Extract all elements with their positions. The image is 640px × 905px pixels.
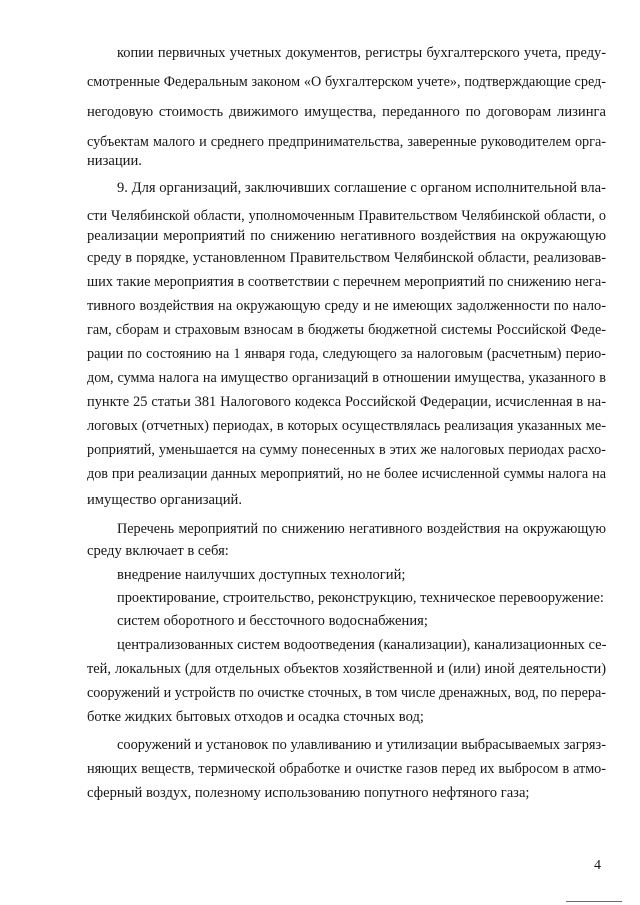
text-line: реализации мероприятий по снижению негативного воздействия на окружающую xyxy=(87,228,606,244)
text-line: пункте 25 статьи 381 Налогового кодекса Российской Федерации, исчисленная в на- xyxy=(87,394,606,410)
page-number: 4 xyxy=(594,858,601,873)
text-line: дов при реализации данных мероприятий, но не более исчисленной суммы налога на xyxy=(87,466,606,482)
text-line: низации. xyxy=(87,153,142,169)
text-line: внедрение наилучших доступных технологий; xyxy=(117,567,406,583)
text-line: среду включает в себя: xyxy=(87,543,229,559)
text-line: ботке жидких бытовых отходов и осадка сточных вод; xyxy=(87,709,424,725)
text-line: систем оборотного и бессточного водоснабжения; xyxy=(117,613,428,629)
text-line: Перечень мероприятий по снижению негативного воздействия на окружающую xyxy=(117,521,606,537)
text-line: роприятий, уменьшается на сумму понесенных в этих же налоговых периодах расхо- xyxy=(87,442,606,458)
text-line: сооружений и установок по улавливанию и утилизации выбрасываемых загряз- xyxy=(117,737,606,753)
text-line: имущество организаций. xyxy=(87,492,243,508)
text-line: копии первичных учетных документов, регистры бухгалтерского учета, преду- xyxy=(117,45,606,61)
text-line: сти Челябинской области, уполномоченным Правительством Челябинской области, о xyxy=(87,208,606,224)
text-line: среду в порядке, установленном Правительством Челябинской области, реализовав- xyxy=(87,250,606,266)
text-line: няющих веществ, термической обработке и очистке газов перед их выбросом в атмо- xyxy=(87,761,606,777)
text-line: тивного воздействия на окружающую среду и не имеющих задолженности по нало- xyxy=(87,298,606,314)
text-line: негодовую стоимость движимого имущества, переданного по договорам лизинга xyxy=(87,104,606,120)
text-line: ших такие мероприятия в соответствии с перечнем мероприятий по снижению нега- xyxy=(87,274,606,290)
bottom-rule xyxy=(566,901,622,902)
text-line: рации по состоянию на 1 января года, следующего за налоговым (расчетным) перио- xyxy=(87,346,606,362)
text-line: логовых (отчетных) периодах, в которых осуществлялась реализация указанных ме- xyxy=(87,418,606,434)
text-line: гам, сборам и страховым взносам в бюджеты бюджетной системы Российской Феде- xyxy=(87,322,606,338)
text-line: централизованных систем водоотведения (канализации), канализационных се- xyxy=(117,637,607,653)
text-line: сферный воздух, полезному использованию попутного нефтяного газа; xyxy=(87,785,530,801)
text-line: сооружений и устройств по очистке сточных, в том числе дренажных, вод, по перера- xyxy=(87,685,606,701)
text-line: субъектам малого и среднего предпринимательства, заверенные руководителем орга- xyxy=(87,134,606,150)
text-line: проектирование, строительство, реконструкцию, техническое перевооружение: xyxy=(117,590,604,606)
text-line: 9. Для организаций, заключивших соглашение с органом исполнительной вла- xyxy=(117,180,606,196)
text-line: тей, локальных (для отдельных объектов хозяйственной и (или) иной деятельности) xyxy=(87,661,606,677)
text-line: дом, сумма налога на имущество организаций в отношении имущества, указанного в xyxy=(87,370,606,386)
text-line: смотренные Федеральным законом «О бухгалтерском учете», подтверждающие сред- xyxy=(87,74,606,90)
